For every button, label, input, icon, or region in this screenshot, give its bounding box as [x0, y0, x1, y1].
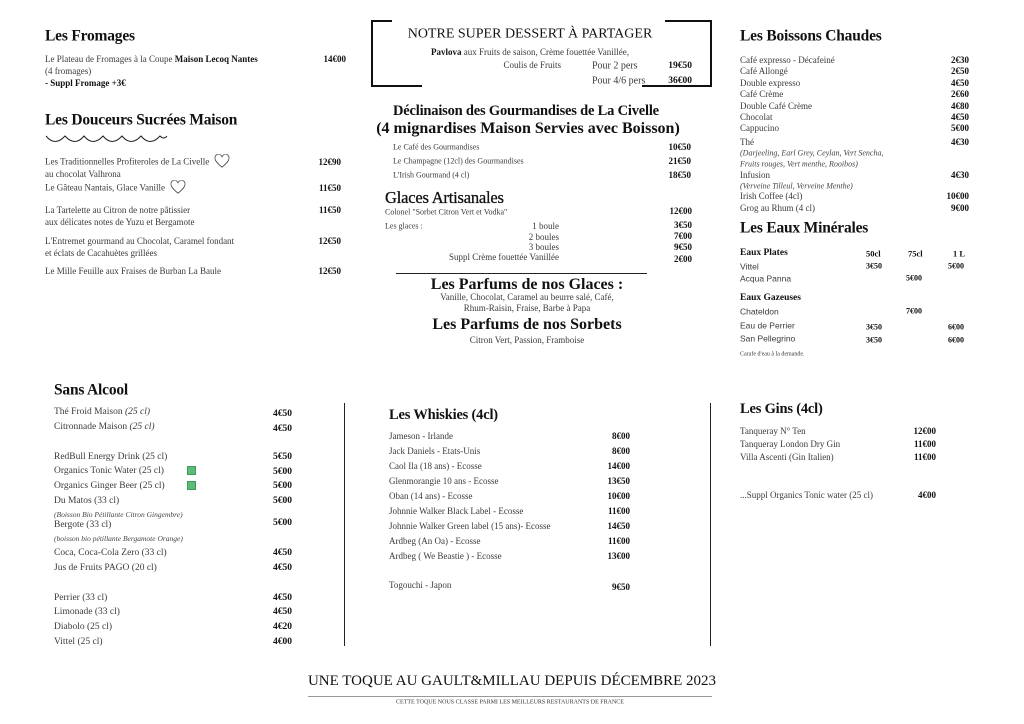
soft-drink-price: 5€50	[273, 451, 292, 462]
glaces-divider	[396, 273, 647, 274]
soft-drink-volume: (25 cl)	[129, 421, 155, 432]
water-price: 5€00	[948, 261, 964, 271]
water-price: 7€00	[906, 306, 922, 316]
soft-drink-price: 4€50	[273, 592, 292, 603]
hot-drink-name: Cappucino	[740, 123, 779, 134]
gourmandise-item: Le Café des Gourmandises	[393, 142, 480, 152]
gin-price: 4€00	[918, 490, 936, 501]
water-price: 3€50	[866, 322, 882, 332]
hot-drink-price: 4€30	[951, 170, 969, 181]
soft-drink-item	[54, 594, 107, 604]
soft-drink-item	[54, 623, 112, 633]
dessert-price: 12€50	[318, 236, 341, 247]
soft-drink-item	[54, 497, 119, 507]
gourmandise-price: 18€50	[668, 170, 691, 181]
soft-drink-item	[54, 521, 111, 531]
glace-price: 2€00	[674, 254, 692, 265]
soft-drink-item	[54, 408, 150, 418]
section-title-declinaison: Déclinaison des Gourmandises de La Civelle	[393, 103, 659, 120]
soft-drink-volume: (25 cl)	[124, 406, 151, 417]
footer-divider	[308, 696, 712, 697]
fromage-name: Le Plateau de Fromages à la Coupe	[45, 54, 175, 65]
soft-drink-item	[54, 467, 164, 477]
soft-drink-name: Bergote (33 cl)	[54, 519, 112, 530]
hot-drink-note: Fruits rouges, Vert menthe, Rooibos)	[740, 159, 858, 169]
soft-drink-name: RedBull Energy Drink (25 cl)	[54, 451, 168, 462]
hot-drink-price: 2€50	[951, 66, 969, 77]
pavlova-desc-line2: Coulis de Fruits	[503, 60, 561, 71]
hot-drink-price: 2€30	[951, 55, 969, 66]
hot-drink-note: (Verveine Tilleul, Verveine Menthe)	[740, 181, 853, 191]
gin-name: ...Suppl Organics Tonic water (25 cl)	[740, 490, 874, 501]
carafe-note: Carafe d'eau à la demande.	[740, 351, 805, 358]
dessert-item	[45, 206, 190, 215]
whisky-price: 8€00	[612, 446, 630, 457]
dessert-name-line2: aux délicates notes de Yuzu et Bergamote	[45, 217, 195, 228]
hot-drink-price: 4€50	[951, 78, 969, 89]
hot-drink-price: 4€50	[951, 112, 969, 123]
gin-name: Tanqueray London Dry Gin	[740, 439, 841, 450]
whisky-price: 11€00	[607, 506, 630, 517]
water-name: Eau de Perrier	[740, 320, 795, 331]
whisky-name: Ardbeg ( We Beastie ) - Ecosse	[389, 551, 502, 562]
whisky-name: Jack Daniels - Etats-Unis	[389, 446, 481, 457]
whisky-price: 10€00	[607, 491, 630, 502]
dessert-item	[45, 180, 186, 196]
hot-drink-price: 2€60	[951, 89, 969, 100]
gourmandise-price: 10€50	[668, 142, 691, 153]
heart-icon	[170, 180, 186, 196]
colonel-price: 12€00	[669, 206, 692, 217]
volume-header: 75cl	[908, 248, 923, 259]
dessert-portion: Pour 2 pers	[592, 60, 638, 72]
dessert-item	[45, 267, 221, 276]
water-name: Vittel	[740, 261, 759, 272]
column-divider-right	[710, 403, 711, 646]
dessert-portion-price: 36€00	[668, 75, 692, 86]
water-price: 6€00	[948, 335, 964, 345]
section-title-eaux: Les Eaux Minérales	[740, 219, 869, 237]
glace-option: Suppl Crème fouettée Vanillée	[448, 252, 559, 263]
hot-drink-name: Thé	[740, 137, 754, 148]
glace-option: 2 boules	[528, 232, 559, 243]
soft-drink-item	[54, 608, 120, 618]
gin-name: Villa Ascenti (Gin Italien)	[740, 452, 834, 463]
pavlova-desc	[431, 48, 629, 57]
whisky-name: Oban (14 ans) - Ecosse	[389, 491, 473, 502]
glace-price: 9€50	[674, 242, 692, 253]
parfums-glaces-line: Rhum-Raisin, Fraise, Barbe à Papa	[463, 303, 591, 314]
soft-drink-item	[54, 564, 157, 574]
hot-drink-name: Double expresso	[740, 78, 801, 89]
gin-name: Tanqueray N° Ten	[740, 426, 806, 437]
eaux-gazeuses-label: Eaux Gazeuses	[740, 292, 801, 303]
dessert-name: L'Entremet gourmand au Chocolat, Caramel fondant	[45, 236, 235, 247]
soft-drink-price: 4€00	[273, 636, 292, 647]
whisky-price: 8€00	[612, 431, 630, 442]
soft-drink-item	[54, 482, 165, 492]
hot-drink-note: (Darjeeling, Earl Grey, Ceylan, Vert Sencha,	[740, 148, 884, 158]
soft-drink-name: Citronnade Maison	[54, 421, 130, 432]
footer-title: UNE TOQUE AU GAULT&MILLAU DEPUIS DÉCEMBRE 2023	[307, 672, 717, 689]
soft-drink-name: Jus de Fruits PAGO (20 cl)	[54, 562, 157, 573]
parfums-sorbets-title: Les Parfums de nos Sorbets	[432, 316, 622, 334]
gin-price: 11€00	[913, 439, 936, 450]
water-price: 5€00	[906, 273, 922, 283]
hot-drink-name: Chocolat	[740, 112, 773, 123]
soft-drink-name: Perrier (33 cl)	[54, 592, 108, 603]
soft-drink-price: 5€00	[273, 517, 292, 528]
soft-drink-name: Vittel (25 cl)	[54, 636, 103, 647]
column-divider-left	[344, 403, 345, 646]
dessert-portion-price: 19€50	[668, 60, 692, 71]
glace-price: 7€00	[674, 231, 692, 242]
soft-drink-price: 4€50	[273, 606, 292, 617]
hot-drink-price: 5€00	[951, 123, 969, 134]
pavlova-name: Pavlova	[430, 47, 462, 58]
dessert-title: NOTRE SUPER DESSERT À PARTAGER	[407, 26, 653, 42]
hot-drink-price: 4€80	[951, 101, 969, 112]
dessert-portion: Pour 4/6 pers	[592, 75, 646, 87]
whisky-price: 13€00	[607, 551, 630, 562]
dessert-name-line2: au chocolat Valhrona	[45, 169, 121, 180]
dessert-name-line2: et éclats de Cacahuètes grillées	[45, 248, 157, 259]
heart-icon	[214, 154, 230, 170]
fromage-brand: Maison Lecoq Nantes	[174, 54, 258, 65]
soft-drink-name: Du Matos (33 cl)	[54, 495, 120, 506]
whisky-price: 13€50	[607, 476, 630, 487]
whisky-name: Johnnie Walker Black Label - Ecosse	[389, 506, 524, 517]
water-name: San Pellegrino	[740, 333, 796, 344]
soft-drink-name: Thé Froid Maison	[54, 406, 125, 417]
section-title-sans-alcool: Sans Alcool	[54, 381, 129, 399]
hot-drink-name: Café Crème	[740, 89, 784, 100]
whisky-price: 11€00	[607, 536, 630, 547]
glace-price: 3€50	[674, 220, 692, 231]
dessert-item	[45, 237, 234, 246]
volume-header: 50cl	[866, 248, 881, 259]
dessert-name: Le Gâteau Nantais, Glace Vanille	[45, 182, 166, 193]
section-title-gins: Les Gins (4cl)	[740, 401, 823, 418]
hot-drink-price: 10€00	[946, 191, 969, 202]
parfums-glaces-title: Les Parfums de nos Glaces :	[430, 276, 624, 294]
whisky-price: 9€50	[612, 582, 630, 593]
fromage-price: 14€00	[323, 54, 346, 65]
fromage-note: (4 fromages)	[45, 66, 92, 77]
water-name: Acqua Panna	[740, 273, 792, 284]
glace-option: 3 boules	[528, 242, 559, 253]
hot-drink-name: Café Allongé	[740, 66, 788, 77]
hot-drink-name: Café expresso - Décafeiné	[740, 55, 835, 66]
hot-drink-name: Grog au Rhum (4 cl)	[740, 203, 815, 214]
soft-drink-price: 4€20	[273, 621, 292, 632]
hot-drink-price: 4€30	[951, 137, 969, 148]
dessert-item	[45, 154, 230, 170]
dessert-price: 11€50	[318, 183, 341, 194]
hot-drink-name: Double Café Crème	[740, 101, 812, 112]
dessert-name: La Tartelette au Citron de notre pâtissier	[45, 205, 191, 216]
gourmandise-price: 21€50	[668, 156, 691, 167]
hot-drink-name: Irish Coffee (4cl)	[740, 191, 803, 202]
soft-drink-item	[54, 549, 167, 559]
soft-drink-price: 4€50	[273, 408, 292, 419]
soft-drink-item	[54, 423, 155, 433]
water-name: Chateldon	[740, 306, 779, 317]
whisky-name: Caol Ila (18 ans) - Ecosse	[389, 461, 482, 472]
fromage-item-name	[45, 55, 258, 64]
soft-drink-name: Organics Tonic Water (25 cl)	[54, 465, 164, 476]
gin-price: 11€00	[913, 452, 936, 463]
parfums-glaces-line: Vanille, Chocolat, Caramel au beurre salé, Café,	[440, 292, 614, 303]
soft-drink-note: (boisson bio pétillante Bergamote Orange)	[54, 533, 183, 543]
soft-drink-note: (Boisson Bio Pétillante Citron Gingembre)	[54, 509, 183, 519]
water-price: 3€50	[866, 261, 882, 271]
glace-option: 1 boule	[532, 221, 559, 232]
whisky-name: Glenmorangie 10 ans - Ecosse	[389, 476, 499, 487]
gourmandise-item: Le Champagne (12cl) des Gourmandises	[393, 156, 524, 166]
hot-drink-price: 9€00	[951, 203, 969, 214]
dessert-name: Le Mille Feuille aux Fraises de Burban La Baule	[45, 266, 221, 277]
soft-drink-price: 5€00	[273, 480, 292, 491]
soft-drink-item	[54, 638, 103, 648]
gin-price: 12€00	[913, 426, 936, 437]
section-title-boissons-chaudes: Les Boissons Chaudes	[740, 27, 882, 45]
whisky-name: Ardbeg (An Oa) - Ecosse	[389, 536, 481, 547]
organic-label-icon	[187, 481, 196, 490]
footer-subtitle: CETTE TOQUE NOUS CLASSE PARMI LES MEILLEURS RESTAURANTS DE FRANCE	[396, 699, 624, 706]
scallop-divider	[45, 134, 170, 146]
section-title-whiskies: Les Whiskies (4cl)	[389, 407, 498, 424]
parfums-sorbets-line: Citron Vert, Passion, Framboise	[469, 335, 585, 346]
section-title-douceurs: Les Douceurs Sucrées Maison	[45, 111, 238, 129]
dessert-name: Les Traditionnelles Profiteroles de La Civelle	[45, 156, 210, 167]
soft-drink-name: Limonade (33 cl)	[54, 606, 120, 617]
whisky-name: Johnnie Walker Green label (15 ans)- Ecosse	[389, 521, 551, 532]
whisky-price: 14€50	[607, 521, 630, 532]
volume-header: 1 L	[953, 248, 966, 259]
pavlova-desc-rest: aux Fruits de saison, Crème fouettée Vanillée,	[461, 47, 630, 58]
section-title-glaces: Glaces Artisanales	[385, 187, 504, 207]
gourmandise-item: L'Irish Gourmand (4 cl)	[393, 170, 470, 180]
water-price: 3€50	[866, 335, 882, 345]
soft-drink-price: 5€00	[273, 495, 292, 506]
soft-drink-price: 4€50	[273, 423, 292, 434]
hot-drink-name: Infusion	[740, 170, 770, 181]
dessert-price: 11€50	[318, 205, 341, 216]
whisky-price: 14€00	[607, 461, 630, 472]
soft-drink-price: 5€00	[273, 466, 292, 477]
glaces-label: Les glaces :	[385, 221, 423, 231]
whisky-name: Jameson - Irlande	[389, 431, 453, 442]
dessert-price: 12€50	[318, 266, 341, 277]
fromage-suppl: - Suppl Fromage +3€	[45, 78, 126, 89]
organic-label-icon	[187, 466, 196, 475]
soft-drink-name: Diabolo (25 cl)	[54, 621, 113, 632]
soft-drink-item	[54, 453, 167, 463]
colonel-name: Colonel "Sorbet Citron Vert et Vodka"	[385, 207, 508, 217]
water-price: 6€00	[948, 322, 964, 332]
soft-drink-price: 4€50	[273, 547, 292, 558]
soft-drink-name: Coca, Coca-Cola Zero (33 cl)	[54, 547, 167, 558]
whisky-name: Togouchi - Japon	[389, 580, 452, 591]
section-title-fromages: Les Fromages	[45, 27, 135, 45]
soft-drink-name: Organics Ginger Beer (25 cl)	[54, 480, 165, 491]
eaux-plates-label: Eaux Plates	[740, 247, 788, 258]
declinaison-subtitle: (4 mignardises Maison Servies avec Boisson)	[376, 120, 680, 138]
soft-drink-price: 4€50	[273, 562, 292, 573]
dessert-price: 12€90	[318, 157, 341, 168]
